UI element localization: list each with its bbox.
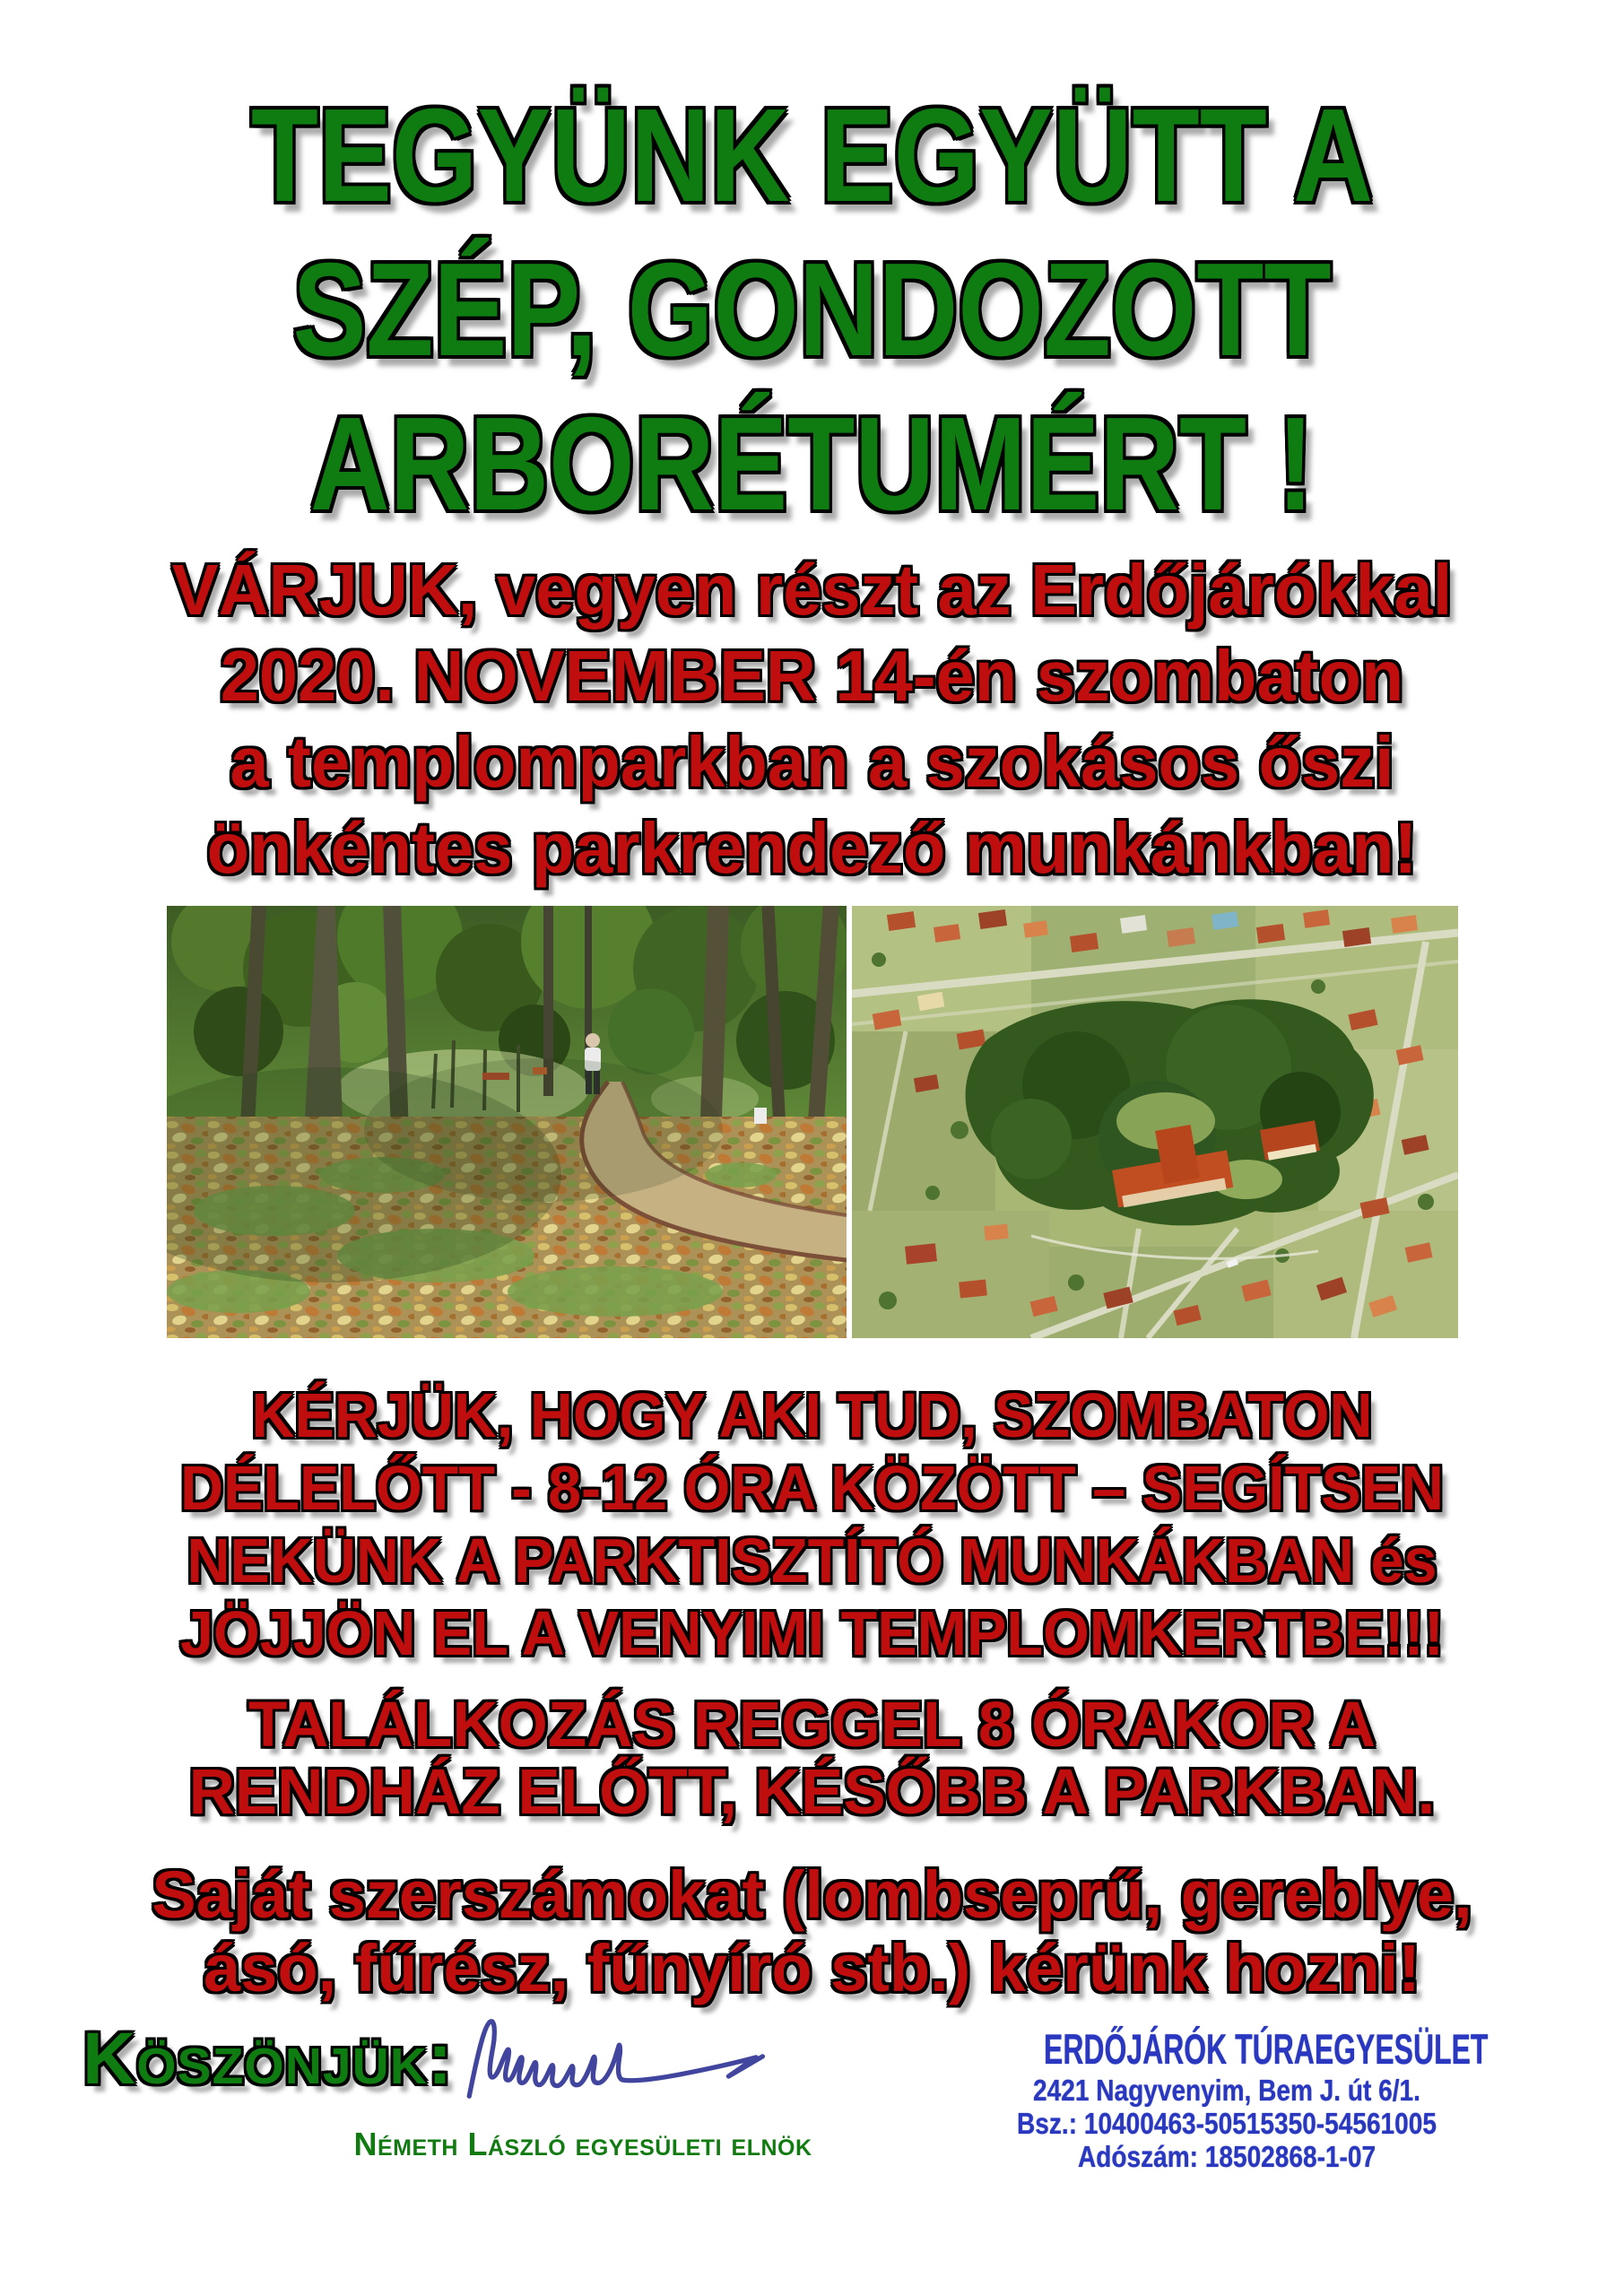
request-line: DÉLELŐTT - 8-12 ÓRA KÖZÖTT – SEGÍTSEN: [180, 1453, 1444, 1523]
park-sign: [754, 1108, 767, 1124]
invitation-line: önkéntes parkrendező munkánkban!: [206, 808, 1418, 888]
tools-line: Saját szerszámokat (lombseprű, gereblye,: [152, 1857, 1472, 1932]
request-line: NEKÜNK A PARKTISZTÍTÓ MUNKÁKBAN és: [187, 1526, 1437, 1596]
stamp-bank-account: Bsz.: 10400463-50515350-54561005: [1017, 2107, 1437, 2140]
aerial-village-park-image: [852, 906, 1458, 1338]
invitation-line: 2020. NOVEMBER 14-én szombaton: [220, 636, 1404, 716]
tools-request-text: [0, 1858, 1624, 2005]
aerial-village-park-photo: [852, 906, 1458, 1338]
stamp-org-name: ERDŐJÁRÓK TÚRAEGYESÜLET: [1044, 2025, 1489, 2073]
poster-footer: [0, 2020, 1624, 2296]
tools-line: ásó, fűrész, fűnyíró stb.) kérünk hozni!: [204, 1931, 1420, 2005]
request-line: KÉRJÜK, HOGY AKI TUD, SZOMBATON: [251, 1380, 1373, 1450]
autumn-park-path-photo: [167, 906, 847, 1338]
stamp-tax-number: Adószám: 18502868-1-07: [1077, 2140, 1376, 2173]
photo-row: [0, 906, 1624, 1338]
invitation-line: a templomparkban a szokásos őszi: [230, 722, 1394, 802]
signer-name: Németh László egyesületi elnök: [353, 2126, 812, 2162]
meeting-line: TALÁLKOZÁS REGGEL 8 ÓRAKOR A: [248, 1690, 1376, 1761]
invitation-line: VÁRJUK, vegyen részt az Erdőjárókkal: [171, 550, 1453, 630]
title-line: TEGYÜNK EGYÜTT A: [250, 82, 1374, 230]
title-line: ARBORÉTUMÉRT !: [309, 390, 1315, 538]
handwritten-signature: [448, 2005, 789, 2111]
thanks-label: Köszönjük:: [83, 2018, 454, 2100]
poster-title: [0, 0, 1624, 542]
meeting-line: RENDHÁZ ELŐTT, KÉSŐBB A PARKBAN.: [188, 1757, 1436, 1828]
title-line: SZÉP, GONDOZOTT: [292, 236, 1332, 384]
request-text: [0, 1379, 1624, 1670]
meeting-info-text: [0, 1692, 1624, 1826]
request-line: JÖJJÖN EL A VENYIMI TEMPLOMKERTBE!!!: [180, 1598, 1444, 1668]
invitation-text: [0, 547, 1624, 891]
stamp-address: 2421 Nagyvenyim, Bem J. út 6/1.: [1033, 2074, 1420, 2107]
autumn-park-path-image: [167, 906, 847, 1338]
association-stamp: [958, 2025, 1496, 2173]
